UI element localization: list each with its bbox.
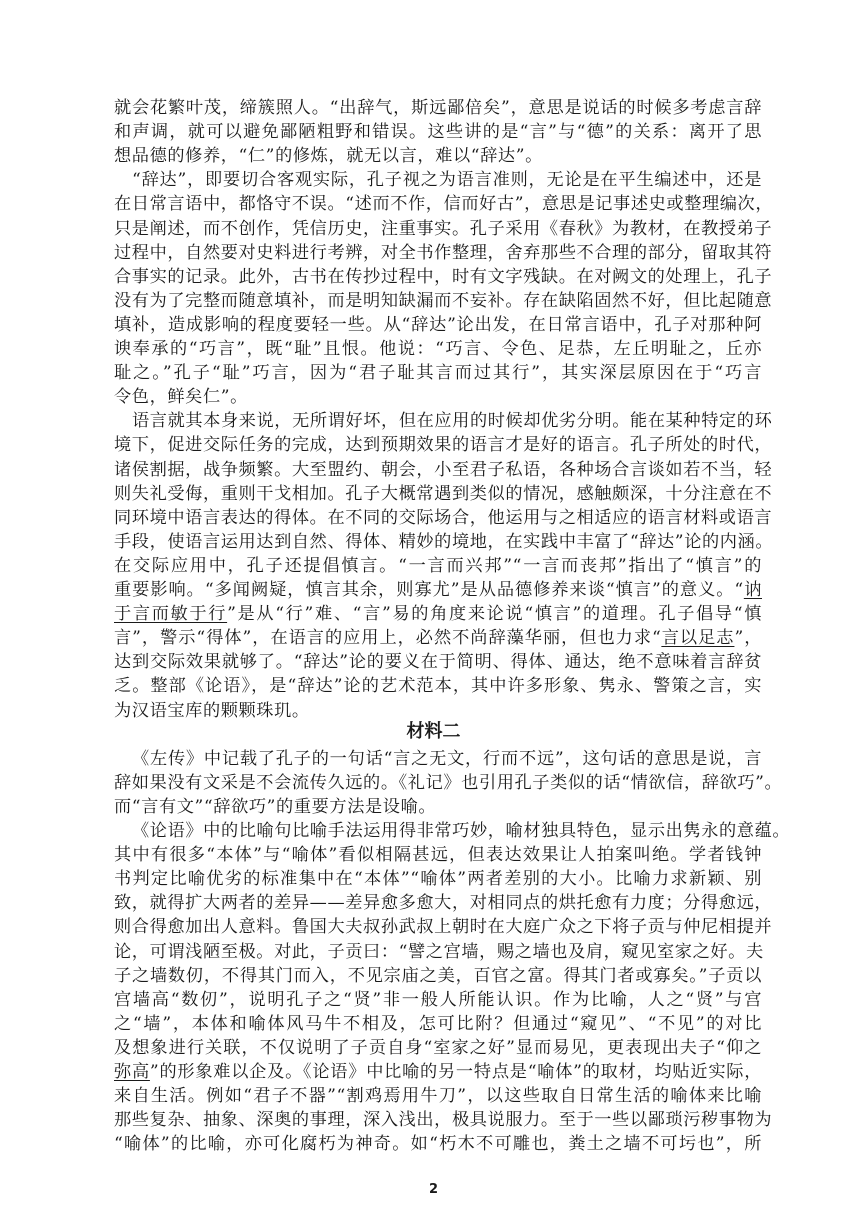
text-line: 子之墙数仞，不得其门而入，不见宗庙之美，百官之富。得其门者或寡矣。”子贡以 — [114, 965, 762, 986]
text-line: 想品德的修养，“仁”的修炼，就无以言，难以“辞达”。 — [114, 146, 543, 167]
text-line — [114, 602, 762, 626]
text-line: 手段，使语言运用达到自然、得体、精妙的境地，在实践中丰富了“辞达”论的内涵。 — [114, 531, 774, 552]
text-line: 则合得愈加出人意料。鲁国大夫叔孙武叔上朝时在大庭广众之下将子贡与仲尼相提并 — [114, 917, 773, 938]
text-line: 其中有很多“本体”与“喻体”看似相隔甚远，但表达效果让人拍案叫绝。学者钱钟 — [114, 845, 762, 866]
text-line: “喻体”的比喻，亦可化腐朽为神奇。如“朽木不可雕也，粪土之墙不可圬也”，所 — [114, 1134, 762, 1155]
text-line: 之“墙”，本体和喻体风马牛不相及，怎可比附？但通过“窥见”、“不见”的对比 — [114, 1013, 762, 1034]
text-segment: ”的形象难以企及。《论语》中比喻的另一特点是“喻体”的取材，均贴近实际， — [149, 1062, 762, 1082]
text-line: 没有为了完整而随意填补，而是明知缺漏而不妄补。存在缺陷固然不好，但比起随意 — [114, 290, 773, 311]
underlined-text: 言以足志 — [661, 628, 735, 649]
text-line: 那些复杂、抽象、深奥的事理，深入浅出，极具说服力。至于一些以鄙琐污秽事物为 — [114, 1110, 773, 1131]
text-segment: 言”，警示“得体”，在语言的应用上，必然不尚辞藻华丽，但也力求“ — [114, 628, 662, 649]
text-segment: ”， — [734, 628, 762, 649]
text-line: 宫墙高“数仞”，说明孔子之“贤”非一般人所能认识。作为比喻，人之“贤”与宫 — [114, 989, 762, 1010]
underlined-text: 弥高 — [114, 1062, 150, 1082]
text-line: 在日常言语中，都恪守不误。“述而不作，信而好古”，意思是记事述史或整理编次， — [114, 194, 774, 215]
text-line — [114, 1060, 762, 1084]
text-line: 在交际应用中，孔子还提倡慎言。“一言而兴邦”“一言而丧邦”指出了“慎言”的 — [114, 555, 762, 576]
text-line: 论，可谓浅陋至极。对此，子贡曰：“譬之宫墙，赐之墙也及肩，窥见室家之好。夫 — [114, 941, 764, 962]
text-line — [114, 578, 762, 602]
text-line: 而“言有文”“辞欲巧”的重要方法是设喻。 — [114, 796, 437, 817]
underlined-text: 于言而敏于行 — [114, 604, 228, 625]
text-line: 书判定比喻优劣的标准集中在“本体”“喻体”两者差别的大小。比喻力求新颖、别 — [114, 869, 762, 890]
text-line: 致，就得扩大两者的差异——差异愈多愈大，对相同点的烘托愈有力度；分得愈远， — [114, 893, 773, 914]
text-line: 谀奉承的“巧言”，既“耻”且恨。他说：“巧言、令色、足恭，左丘明耻之，丘亦 — [114, 339, 762, 359]
text-line: 《论语》中的比喻句比喻手法运用得非常巧妙，喻材独具特色，显示出隽永的意蕴。 — [132, 821, 791, 841]
text-line: “辞达”，即要切合客观实际，孔子视之为语言准则，无论是在平生编述中，还是 — [132, 170, 762, 191]
text-line: 和声调，就可以避免鄙陋粗野和错误。这些讲的是“言”与“德”的关系：离开了思 — [114, 122, 762, 143]
text-line: 就会花繁叶茂，缔簇照人。“出辞气，斯远鄙倍矣”，意思是说话的时候多考虑言辞 — [114, 98, 762, 118]
text-line: 只是阐述，而不创作，凭信历史，注重事实。孔子采用《春秋》为教材，在教授弟子 — [114, 218, 773, 239]
text-line: 及想象进行关联，不仅说明了子贡自身“室家之好”显而易见，更表现出夫子“仰之 — [114, 1037, 762, 1058]
text-line: 语言就其本身来说，无所谓好坏，但在应用的时候却优劣分明。能在某种特定的环 — [132, 411, 773, 432]
text-line: 耻之。”孔子“耻”巧言，因为“君子耻其言而过其行”，其实深层原因在于“巧言 — [114, 363, 762, 384]
section-heading: 材料二 — [406, 720, 461, 742]
text-segment: 重要影响。“多闻阙疑，慎言其余，则寡尤”是从品德修养来谈“慎言”的意义。“ — [114, 580, 744, 600]
text-line: 则失礼受侮，重则干戈相加。孔子大概常遇到类似的情况，感触颇深，十分注意在不 — [114, 483, 773, 504]
text-line: 诸侯割据，战争频繁。大至盟约、朝会，小至君子私语，各种场合言谈如若不当，轻 — [114, 459, 773, 480]
text-line: 境下，促进交际任务的完成，达到预期效果的语言才是好的语言。孔子所处的时代， — [114, 435, 773, 456]
text-line: 达到交际效果就够了。“辞达”论的要义在于简明、得体、通达，绝不意味着言辞贫 — [114, 652, 762, 673]
text-line: 来自生活。例如“君子不器”“割鸡焉用牛刀”，以这些取自日常生活的喻体来比喻 — [114, 1086, 762, 1107]
text-segment: ”是从“行”难、“言”易的角度来论说“慎言”的道理。孔子倡导“慎 — [227, 604, 762, 625]
text-line: 为汉语宝库的颗颗珠玑。 — [114, 700, 310, 721]
text-line: 填补，造成影响的程度要轻一些。从“辞达”论出发，在日常言语中，孔子对那种阿 — [114, 314, 762, 335]
text-line: 辞如果没有文采是不会流传久远的。《礼记》也引用孔子类似的话“情欲信，辞欲巧”。 — [114, 772, 783, 793]
text-line: 过程中，自然要对史料进行考辨，对全书作整理，舍弃那些不合理的部分，留取其符 — [114, 242, 773, 263]
underlined-text: 讷 — [743, 580, 762, 600]
text-line: 合事实的记录。此外，古书在传抄过程中，时有文字残缺。在对阙文的处理上，孔子 — [114, 266, 773, 287]
page-number: 2 — [428, 1182, 439, 1197]
text-line: 乏。整部《论语》，是“辞达”论的艺术范本，其中许多形象、隽永、警策之言，实 — [114, 676, 762, 697]
text-line: 《左传》中记载了孔子的一句话“言之无文，行而不远”，这句话的意思是说，言 — [132, 748, 762, 769]
text-line — [114, 626, 762, 650]
text-line: 同环境中语言表达的得体。在不同的交际场合，他运用与之相适应的语言材料或语言 — [114, 507, 773, 528]
text-line: 令色，鲜矣仁”。 — [114, 387, 248, 408]
